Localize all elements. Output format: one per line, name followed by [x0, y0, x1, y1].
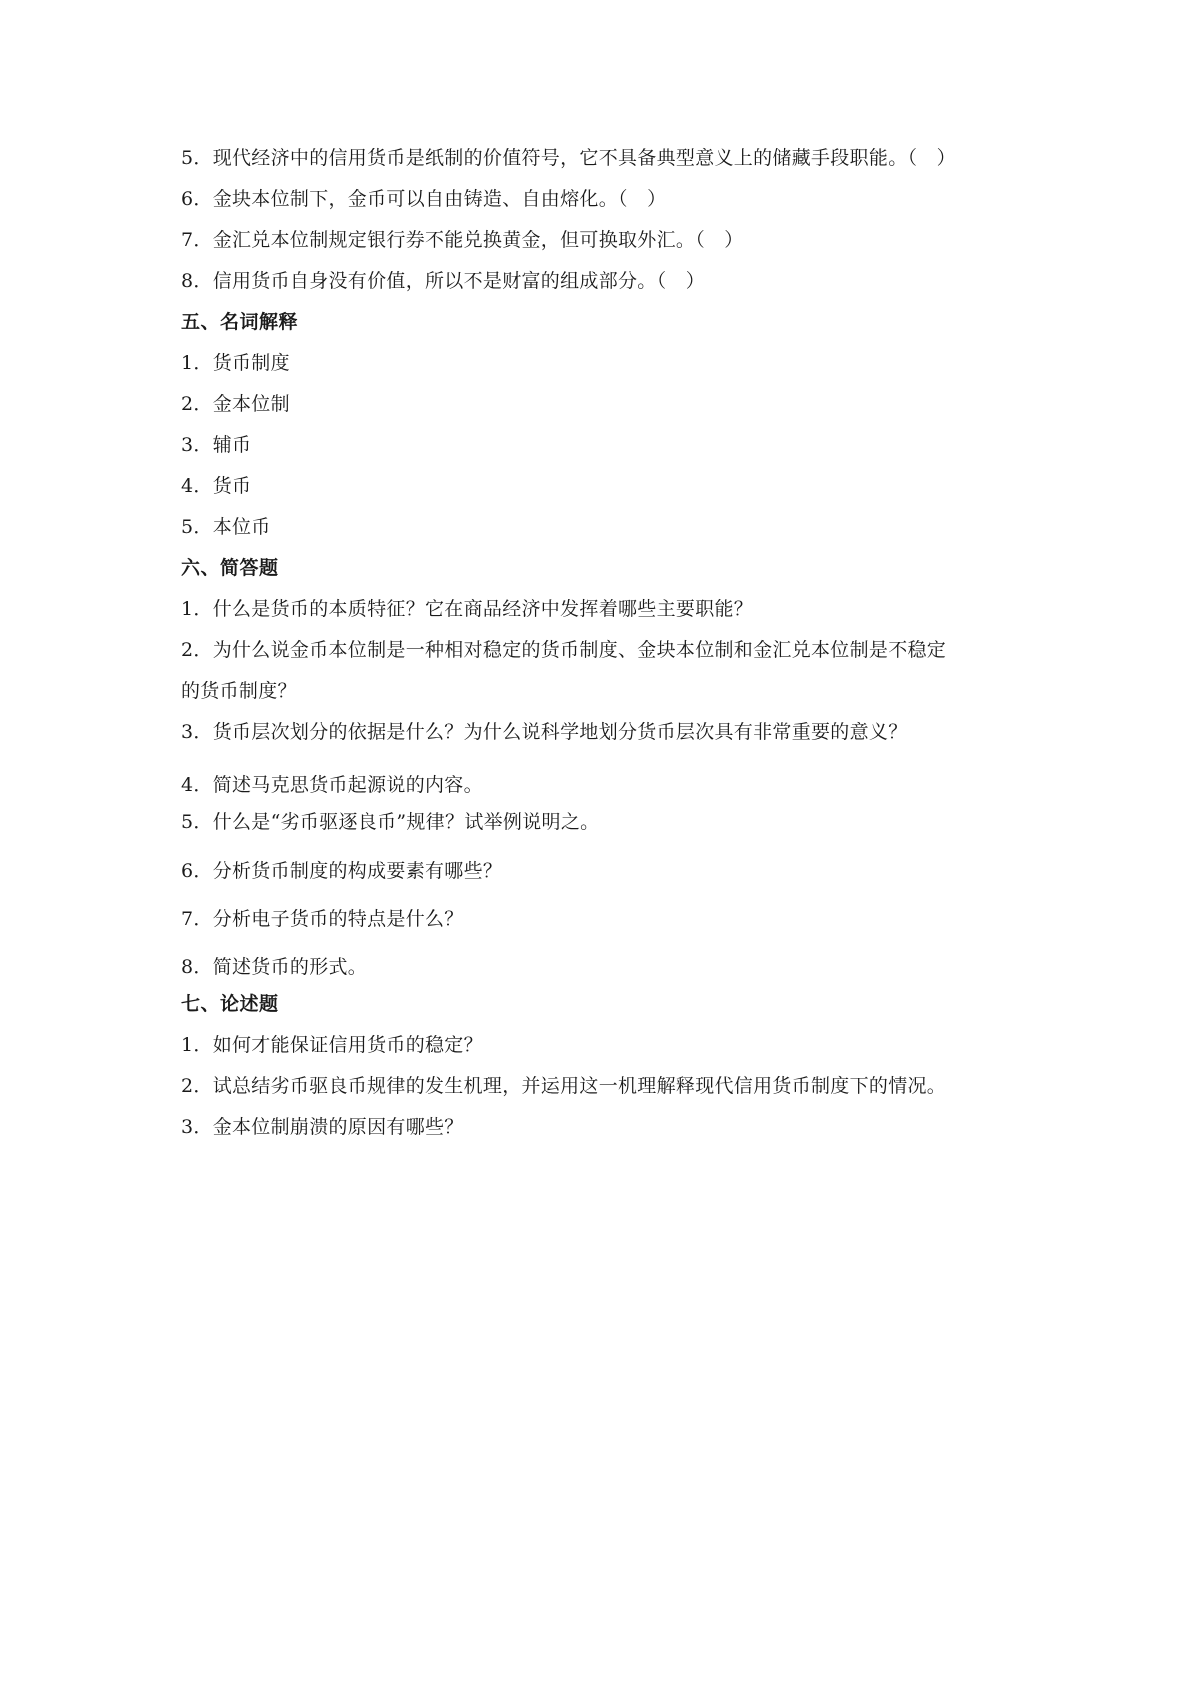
- short-answer-item-2: 2．为什么说金币本位制是一种相对稳定的货币制度、金块本位制和金汇兑本位制是不稳定: [181, 639, 947, 661]
- short-answer-item-6: 6．分析货币制度的构成要素有哪些？: [181, 860, 503, 882]
- definition-item-4: 4．货币: [181, 475, 252, 497]
- section-heading-definitions: 五、名词解释: [181, 311, 299, 333]
- true-false-item-6: 6．金块本位制下，金币可以自由铸造、自由熔化。（ ）: [181, 188, 667, 210]
- short-answer-item-5: 5．什么是“劣币驱逐良币”规律？试举例说明之。: [181, 811, 600, 833]
- short-answer-item-2-continued: 的货币制度？: [181, 680, 297, 702]
- essay-item-3: 3．金本位制崩溃的原因有哪些？: [181, 1116, 464, 1138]
- section-heading-short-answer: 六、简答题: [181, 557, 279, 579]
- short-answer-item-7: 7．分析电子货币的特点是什么？: [181, 908, 464, 930]
- short-answer-item-3: 3．货币层次划分的依据是什么？为什么说科学地划分货币层次具有非常重要的意义？: [181, 721, 908, 743]
- definition-item-5: 5．本位币: [181, 516, 271, 538]
- short-answer-item-8: 8．简述货币的形式。: [181, 956, 368, 978]
- section-heading-essay: 七、论述题: [181, 993, 279, 1015]
- short-answer-item-4: 4．简述马克思货币起源说的内容。: [181, 774, 483, 796]
- true-false-item-7: 7．金汇兑本位制规定银行券不能兑换黄金，但可换取外汇。（ ）: [181, 229, 744, 251]
- essay-item-2: 2．试总结劣币驱良币规律的发生机理，并运用这一机理解释现代信用货币制度下的情况。: [181, 1075, 947, 1097]
- true-false-item-5: 5．现代经济中的信用货币是纸制的价值符号，它不具备典型意义上的储藏手段职能。（ ）: [181, 147, 956, 169]
- essay-item-1: 1．如何才能保证信用货币的稳定？: [181, 1034, 483, 1056]
- definition-item-1: 1．货币制度: [181, 352, 290, 374]
- short-answer-item-1: 1．什么是货币的本质特征？它在商品经济中发挥着哪些主要职能？: [181, 598, 754, 620]
- true-false-item-8: 8．信用货币自身没有价值，所以不是财富的组成部分。（ ）: [181, 270, 705, 292]
- definition-item-2: 2．金本位制: [181, 393, 290, 415]
- definition-item-3: 3．辅币: [181, 434, 252, 456]
